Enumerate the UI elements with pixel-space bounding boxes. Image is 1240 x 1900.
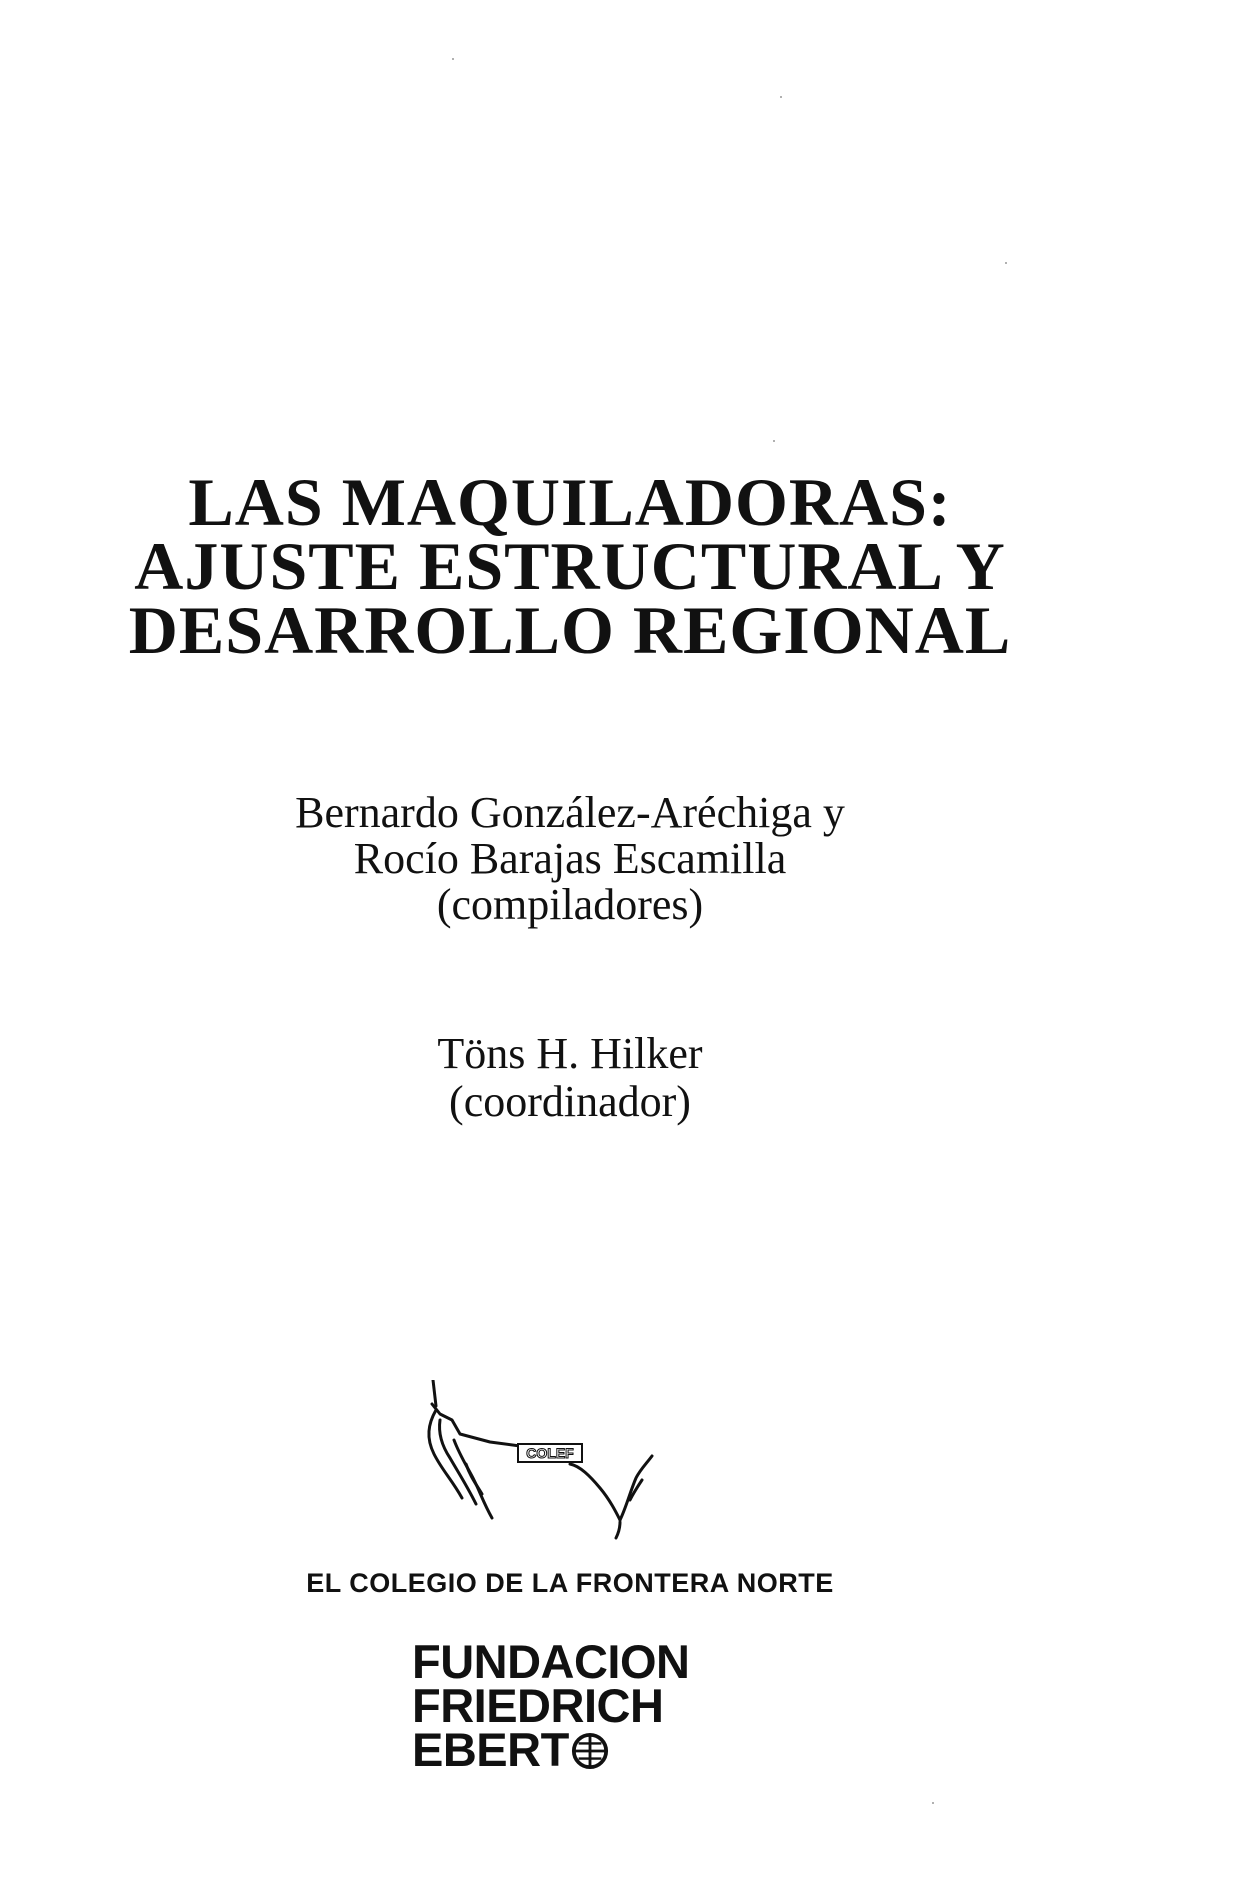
scan-speck [932,1802,934,1804]
title-line-2: AJUSTE ESTRUCTURAL Y [134,528,1006,604]
border-map-icon [400,1380,700,1540]
institution-name: EL COLEGIO DE LA FRONTERA NORTE [306,1568,834,1598]
foundation-line-3-row [412,1723,732,1776]
coordinator-name: Töns H. Hilker [437,1029,703,1078]
foundation-line-1: FUNDACION [412,1635,690,1688]
scan-speck [452,58,454,60]
book-title [90,464,1050,668]
coordinator-block [170,1030,970,1126]
foundation-line-3: EBERT [412,1723,569,1776]
compiler-line-1: Bernardo González-Aréchiga y [295,788,845,837]
title-line-1: LAS MAQUILADORAS: [188,464,952,540]
colef-logo-label: COLEF [526,1445,574,1461]
globe-icon [571,1732,609,1770]
compilers-block [170,790,970,928]
compilers-role: (compiladores) [436,880,704,929]
coordinator-role: (coordinador) [449,1077,691,1126]
scan-speck [1005,262,1007,264]
scan-speck [773,440,775,442]
scan-speck [780,96,782,98]
title-line-3: DESARROLLO REGIONAL [128,592,1012,668]
foundation-line-2: FRIEDRICH [412,1679,664,1732]
foundation-logo [412,1635,732,1776]
compiler-line-2: Rocío Barajas Escamilla [353,834,787,883]
